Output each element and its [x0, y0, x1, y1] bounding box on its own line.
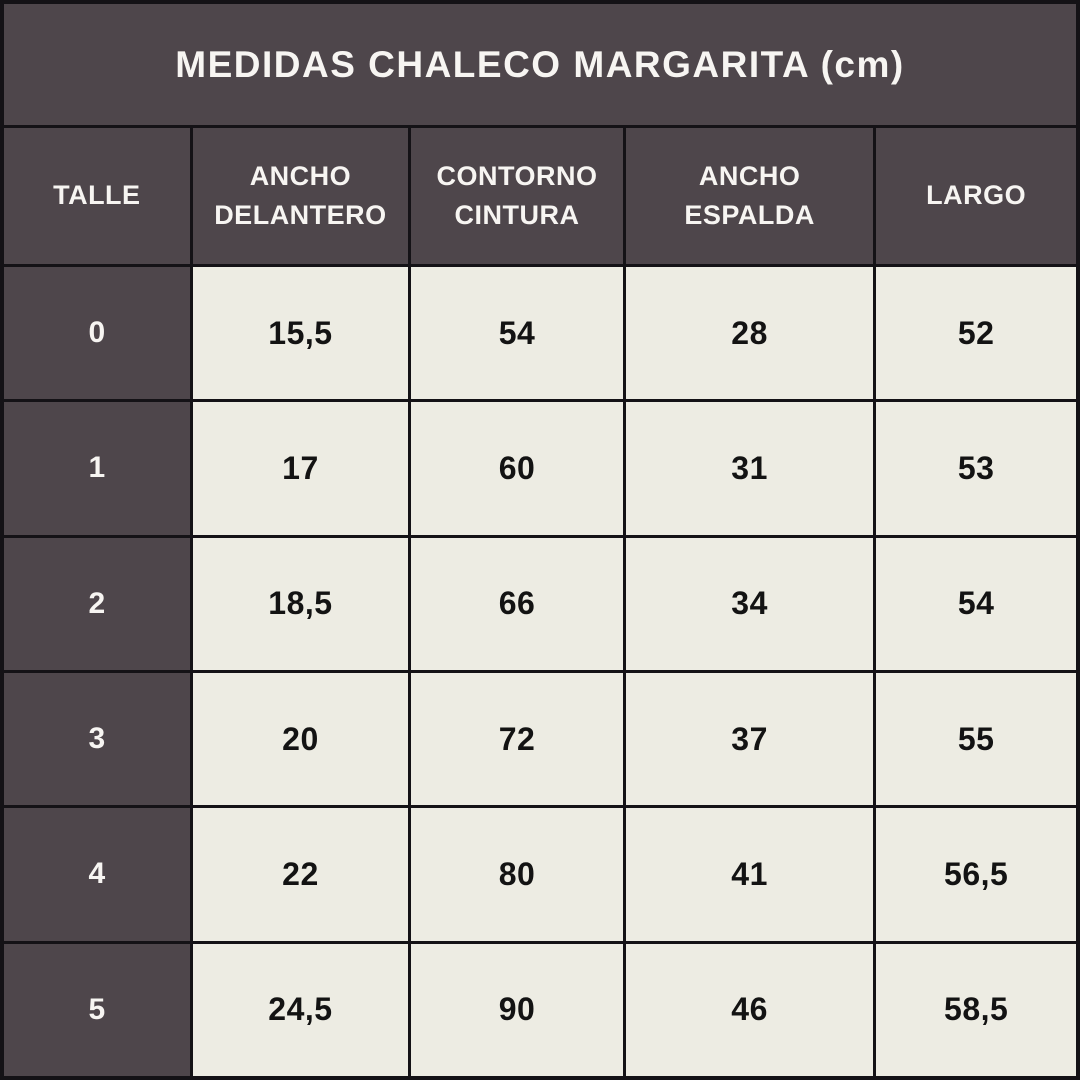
measurement-cell: 52 — [876, 267, 1076, 399]
measurement-cell: 17 — [193, 402, 409, 534]
measurement-cell: 22 — [193, 808, 409, 940]
column-header-largo: LARGO — [876, 128, 1076, 264]
measurement-cell: 20 — [193, 673, 409, 805]
measurement-cell: 31 — [626, 402, 874, 534]
row-size-cell: 2 — [4, 538, 190, 670]
measurement-cell: 28 — [626, 267, 874, 399]
measurement-cell: 53 — [876, 402, 1076, 534]
measurement-cell: 24,5 — [193, 944, 409, 1076]
row-size-cell: 0 — [4, 267, 190, 399]
measurement-cell: 60 — [411, 402, 623, 534]
measurement-cell: 15,5 — [193, 267, 409, 399]
row-size-cell: 5 — [4, 944, 190, 1076]
measurement-cell: 46 — [626, 944, 874, 1076]
measurement-cell: 72 — [411, 673, 623, 805]
table-title: MEDIDAS CHALECO MARGARITA (cm) — [4, 4, 1076, 125]
measurement-cell: 54 — [411, 267, 623, 399]
measurement-cell: 41 — [626, 808, 874, 940]
measurement-cell: 55 — [876, 673, 1076, 805]
row-size-cell: 3 — [4, 673, 190, 805]
row-size-cell: 4 — [4, 808, 190, 940]
measurement-cell: 90 — [411, 944, 623, 1076]
column-header-talle: TALLE — [4, 128, 190, 264]
measurement-cell: 34 — [626, 538, 874, 670]
measurement-cell: 18,5 — [193, 538, 409, 670]
measurement-cell: 37 — [626, 673, 874, 805]
measurement-cell: 80 — [411, 808, 623, 940]
measurement-cell: 66 — [411, 538, 623, 670]
measurement-cell: 54 — [876, 538, 1076, 670]
column-header-ancho-delantero: ANCHO DELANTERO — [193, 128, 409, 264]
column-header-contorno-cintura: CONTORNO CINTURA — [411, 128, 623, 264]
measurement-cell: 56,5 — [876, 808, 1076, 940]
measurement-cell: 58,5 — [876, 944, 1076, 1076]
column-header-ancho-espalda: ANCHO ESPALDA — [626, 128, 874, 264]
row-size-cell: 1 — [4, 402, 190, 534]
